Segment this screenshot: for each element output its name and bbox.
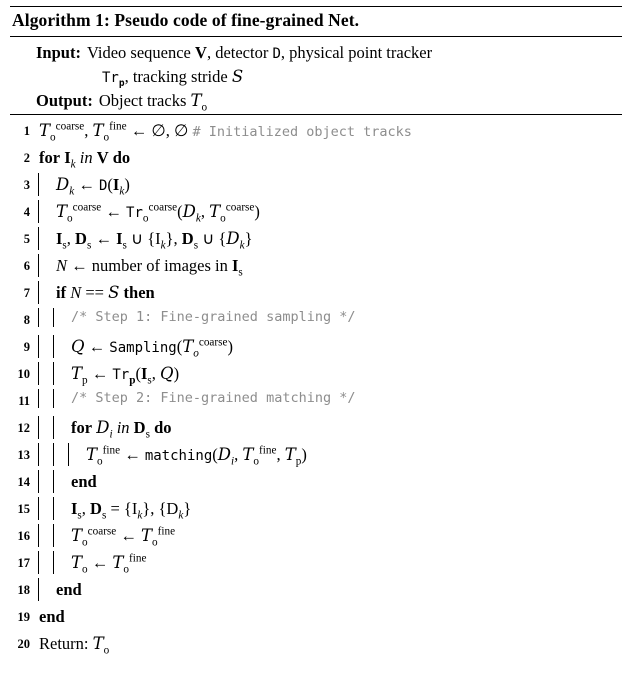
line-code: end <box>71 471 97 491</box>
line-number: 18 <box>17 582 30 597</box>
indent-bar <box>38 470 53 493</box>
line-comment: # Initialized object tracks <box>192 123 412 140</box>
indent-bar <box>53 362 68 385</box>
line-number: 17 <box>17 555 30 570</box>
output-text: Object tracks $T_o$ <box>98 90 208 113</box>
indent-bar <box>38 200 53 223</box>
line-code: $T_o^{coarse}$ ← $T_o^{fine}$ <box>71 525 176 549</box>
indent-bar <box>53 470 68 493</box>
indent-bar <box>53 551 68 574</box>
line-code: $T_o^{coarse}$ ← $Tr_o^{coarse}(D_k$, $T_o^{coarse}$) <box>56 201 260 225</box>
line-code: Q ← $Sampling(T_o^{coarse})$ <box>71 336 233 360</box>
line-3 <box>10 171 622 198</box>
indent-bar <box>38 335 53 358</box>
line-11 <box>10 387 622 414</box>
indent-bar <box>53 443 68 466</box>
input-text-2: $Tr_p$, tracking stride S <box>102 66 244 89</box>
line-5 <box>10 225 622 252</box>
line-code: $T_o^{coarse}$, $T_o^{fine}$ ← ∅, ∅ # Initialized object tracks <box>39 120 412 144</box>
line-12 <box>10 414 622 441</box>
indent-bar <box>53 335 68 358</box>
indent-bar <box>38 281 53 304</box>
indent-bar <box>38 578 53 601</box>
output-row <box>10 89 622 113</box>
line-16 <box>10 522 622 549</box>
line-code: N ← number of images in $I_s$ <box>56 255 243 279</box>
line-13 <box>10 441 622 468</box>
indent-bar <box>38 389 53 408</box>
indent-bar <box>38 443 53 466</box>
line-number: 13 <box>17 447 30 462</box>
line-code: $I_s$, $D_s = \{I_k\}$, $\{D_k\}$ <box>71 498 192 522</box>
line-code: $I_s$, $D_s$ ← $I_s$ ∪ $\{I_k\}$, $D_s$ ∪ $\{D_k\}$ <box>56 228 253 252</box>
line-19 <box>10 603 622 630</box>
line-4 <box>10 198 622 225</box>
indent-bar <box>38 362 53 385</box>
line-number: 4 <box>23 204 30 219</box>
indent-bar <box>53 497 68 520</box>
line-9 <box>10 333 622 360</box>
line-number: 7 <box>23 285 30 300</box>
line-number: 8 <box>23 312 30 327</box>
line-15 <box>10 495 622 522</box>
line-number: 2 <box>23 150 30 165</box>
line-code: for $D_i$ in $D_s$ do <box>71 417 172 441</box>
line-1 <box>10 117 622 144</box>
line-number: 10 <box>17 366 30 381</box>
line-2 <box>10 144 622 171</box>
line-comment: /* Step 1: Fine-grained sampling */ <box>71 308 356 325</box>
line-code: for $I_k$ in V do <box>39 147 131 171</box>
line-7 <box>10 279 622 306</box>
line-number: 6 <box>23 258 30 273</box>
indent-bar <box>38 551 53 574</box>
line-code: $T_o$ ← $T_o^{fine}$ <box>71 552 147 576</box>
line-code: $T_p$ ← $Tr_p(I_s$, Q) <box>71 363 180 387</box>
line-number: 1 <box>23 123 30 138</box>
line-number: 14 <box>17 474 30 489</box>
indent-bar <box>53 389 68 408</box>
line-code: Return: $T_o$ <box>39 634 110 657</box>
indent-bar <box>53 524 68 547</box>
indent-bar <box>38 497 53 520</box>
indent-bar <box>38 308 53 327</box>
line-code: $D_k$ ← $D(I_k)$ <box>56 174 130 198</box>
line-20 <box>10 630 622 658</box>
io-section <box>10 37 622 114</box>
line-number: 11 <box>18 393 30 408</box>
indent-bar <box>53 416 68 439</box>
algorithm-title: Algorithm 1: Pseudo code of fine-grained Net. <box>12 10 360 30</box>
indent-bar <box>38 227 53 250</box>
indent-bar <box>53 308 68 327</box>
indent-bar <box>68 443 83 466</box>
line-number: 9 <box>23 339 30 354</box>
line-number: 16 <box>17 528 30 543</box>
input-label: Input: <box>36 43 81 63</box>
line-6 <box>10 252 622 279</box>
line-number: 12 <box>17 420 30 435</box>
algorithm-block <box>10 0 622 658</box>
line-number: 5 <box>23 231 30 246</box>
indent-bar <box>38 173 53 196</box>
line-number: 3 <box>23 177 30 192</box>
line-8 <box>10 306 622 333</box>
input-row-continued <box>10 65 622 89</box>
indent-bar <box>38 254 53 277</box>
line-18 <box>10 576 622 603</box>
line-14 <box>10 468 622 495</box>
line-code: end <box>56 579 82 599</box>
line-comment: /* Step 2: Fine-grained matching */ <box>71 389 356 406</box>
line-code: if N == S then <box>56 282 155 302</box>
line-17 <box>10 549 622 576</box>
indent-bar <box>38 524 53 547</box>
line-number: 19 <box>17 609 30 624</box>
indent-bar <box>38 416 53 439</box>
line-code: $T_o^{fine}$ ← $matching(D_i$, $T_o^{fine}$, $T_p$) <box>86 444 307 468</box>
line-code: end <box>39 606 65 626</box>
output-label: Output: <box>36 90 93 110</box>
algorithm-lines <box>10 115 622 658</box>
line-number: 20 <box>17 637 30 652</box>
input-row <box>10 41 622 65</box>
input-text: Video sequence V, detector D, physical point tracker <box>86 43 433 63</box>
line-10 <box>10 360 622 387</box>
line-number: 15 <box>17 501 30 516</box>
